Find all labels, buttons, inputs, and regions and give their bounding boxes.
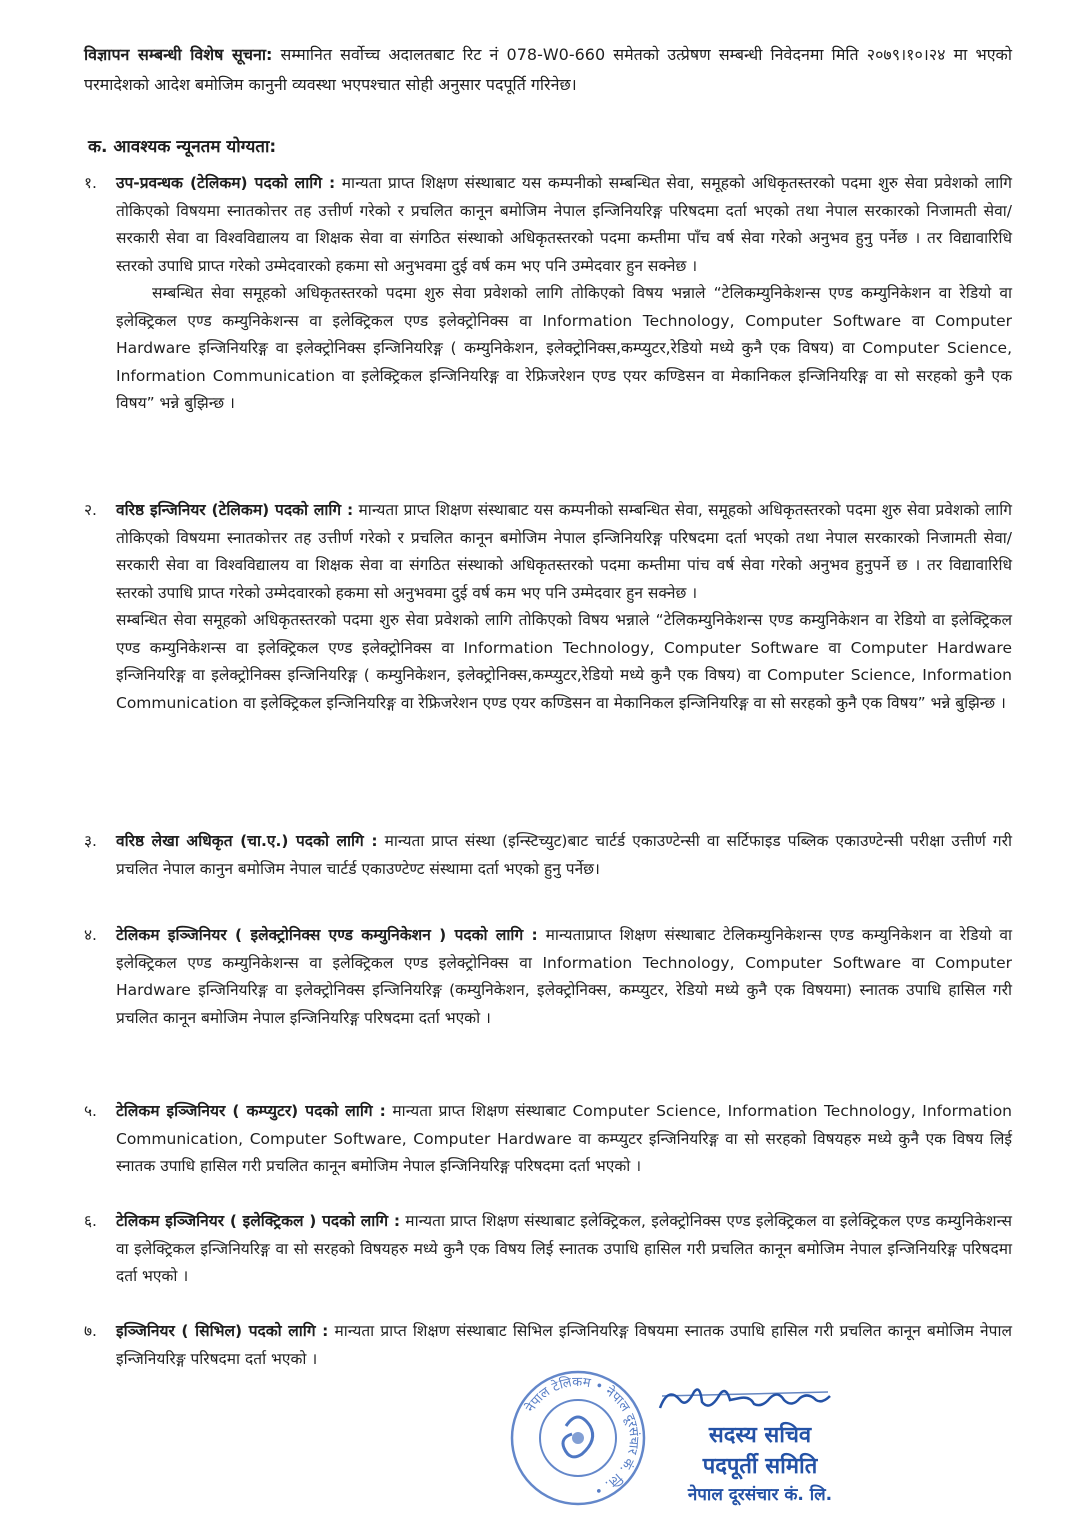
item-body	[116, 170, 1012, 280]
qualification-item-4	[84, 922, 1012, 1032]
item-text: मान्यताप्राप्त शिक्षण संस्थाबाट टेलिकम्युनिकेशन्स एण्ड कम्युनिकेशन वा रेडियो वा इलेक्ट्रिकल एण्ड कम्युनिकेशन्स वा इलेक्ट्रिकल एण्ड इलेक्ट्रोनिक्स वा Information Technology, Computer Software वा Computer Hardware इन्जिनियरिङ्ग वा इलेक्ट्रोनिक्स इन्जिनियरिङ्ग (कम्युनिकेशन, इलेक्ट्रोनिक्स, कम्प्युटर, रेडियो मध्ये कुनै एक विषयमा) स्नातक उपाधि हासिल गरी प्रचलित कानून बमोजिम नेपाल इन्जिनियरिङ्ग परिषदमा दर्ता भएको ।	[116, 926, 1012, 1027]
item-body	[116, 1208, 1012, 1291]
item-text: मान्यता प्राप्त शिक्षण संस्थाबाट इलेक्ट्रिकल, इलेक्ट्रोनिक्स एण्ड इलेक्ट्रिकल वा इलेक्ट्रिकल एण्ड कम्युनिकेशन्स वा इलेक्ट्रिकल इन्जिनियरिङ्ग वा सो सरहको विषयहरु मध्ये कुनै एक विषय लिई स्नातक उपाधि हासिल गरी प्रचलित कानून बमोजिम नेपाल इन्जिनियरिङ्ग परिषदमा दर्ता भएको ।	[116, 1212, 1012, 1285]
item-title: इञ्जिनियर ( सिभिल) पदको लागि :	[116, 1322, 329, 1340]
svg-text:नेपाल टेलिकम • नेपाल दूरसंचार: नेपाल टेलिकम • नेपाल दूरसंचार कं. लि. •	[523, 1374, 642, 1499]
item-title: टेलिकम इञ्जिनियर ( इलेक्ट्रिकल ) पदको लागि :	[116, 1212, 401, 1230]
item-body	[116, 1098, 1012, 1181]
official-stamp	[508, 1368, 648, 1508]
item-subject-definition: सम्बन्धित सेवा समूहको अधिकृतस्तरको पदमा शुरु सेवा प्रवेशको लागि तोकिएको विषय भन्नाले “टेलिकम्युनिकेशन्स एण्ड कम्युनिकेशन वा रेडियो वा इलेक्ट्रिकल एण्ड कम्युनिकेशन्स वा इलेक्ट्रिकल एण्ड इलेक्ट्रोनिक्स वा Information Technology, Computer Software वा Computer Hardware इन्जिनियरिङ्ग वा इलेक्ट्रोनिक्स इन्जिनियरिङ्ग ( कम्युनिकेशन, इलेक्ट्रोनिक्स,कम्प्युटर,रेडियो मध्ये कुनै एक विषय) वा Computer Science, Information Communication वा इलेक्ट्रिकल इन्जिनियरिङ्ग वा रेफ्रिजरेशन एण्ड एयर कण्डिसन वा मेकानिकल इन्जिनियरिङ्ग वा सो सरहको कुनै एक विषय” भन्ने बुझिन्छ ।	[116, 611, 1012, 712]
item-number: २.	[84, 501, 97, 519]
qualification-item-1	[84, 170, 1012, 418]
item-text: मान्यता प्राप्त संस्था (इन्स्टिच्युट)बाट चार्टर्ड एकाउण्टेन्सी वा सर्टिफाइड पब्लिक एकाउण्टेन्सी परीक्षा उत्तीर्ण गरी प्रचलित नेपाल कानुन बमोजिम नेपाल चार्टर्ड एकाउण्टेण्ट संस्थामा दर्ता भएको हुनु पर्नेछ।	[116, 832, 1012, 878]
item-number: १.	[84, 174, 97, 192]
item-text: मान्यता प्राप्त शिक्षण संस्थाबाट Computer Science, Information Technology, Information Communication, Computer Software, Computer Hardware वा कम्प्युटर इन्जिनियरिङ्ग वा सो सरहको विषयहरु मध्ये कुनै एक विषय लिई स्नातक उपाधि हासिल गरी प्रचलित कानून बमोजिम नेपाल इन्जिनियरिङ्ग परिषदमा दर्ता भएको ।	[116, 1102, 1013, 1175]
item-number: ५.	[84, 1102, 97, 1120]
item-number: ७.	[84, 1322, 97, 1340]
qualification-item-5	[84, 1098, 1012, 1181]
item-text: मान्यता प्राप्त शिक्षण संस्थाबाट यस कम्पनीको सम्बन्धित सेवा, समूहको अधिकृतस्तरको पदमा शुरु सेवा प्रवेशको लागि तोकिएको विषयमा स्नातकोत्तर तह उत्तीर्ण गरेको र प्रचलित कानून बमोजिम नेपाल इन्जिनियरिङ्ग परिषदमा दर्ता भएको तथा नेपाल सरकारको निजामती सेवा/सरकारी सेवा वा विश्वविद्यालय वा शिक्षक सेवा वा संगठित संस्थाको अधिकृतस्तरको पदमा कम्तीमा पाँच वर्ष सेवा गरेको अनुभव हुनु पर्नेछ । तर विद्यावारिधि स्तरको उपाधि प्राप्त गरेको उम्मेदवारको हकमा सो अनुभवमा दुई वर्ष कम भए पनि उम्मेदवार हुन सक्नेछ ।	[116, 174, 1013, 275]
qualification-item-7	[84, 1318, 1012, 1373]
signatory-title: सदस्य सचिव	[708, 1423, 812, 1448]
qualification-item-6	[84, 1208, 1012, 1291]
notice-lead: विज्ञापन सम्बन्धी विशेष सूचना:	[84, 45, 273, 64]
item-number: ६.	[84, 1212, 97, 1230]
item-title: टेलिकम इञ्जिनियर ( कम्प्युटर) पदको लागि :	[116, 1102, 386, 1120]
item-text: मान्यता प्राप्त शिक्षण संस्थाबाट सिभिल इन्जिनियरिङ्ग विषयमा स्नातक उपाधि हासिल गरी प्रचलित कानून बमोजिम नेपाल इन्जिनियरिङ्ग परिषदमा दर्ता भएको ।	[116, 1322, 1012, 1368]
item-number: ४.	[84, 926, 97, 944]
signatory-committee: पदपूर्ती समिति	[702, 1454, 818, 1479]
item-body	[116, 1318, 1012, 1373]
qualification-item-2	[84, 497, 1012, 717]
item-title: उप-प्रवन्धक (टेलिकम) पदको लागि :	[116, 174, 336, 192]
section-title: क. आवश्यक न्यूनतम योग्यता:	[88, 137, 277, 157]
item-text: मान्यता प्राप्त शिक्षण संस्थाबाट यस कम्पनीको सम्बन्धित सेवा, समूहको अधिकृतस्तरको पदमा शुरु सेवा प्रवेशको लागि तोकिएको विषयमा स्नातकोत्तर तह उत्तीर्ण गरेको र प्रचलित कानून बमोजिम नेपाल इन्जिनियरिङ्ग परिषदमा दर्ता भएको तथा नेपाल सरकारको निजामती सेवा/सरकारी सेवा वा विश्वविद्यालय वा शिक्षक सेवा वा संगठित संस्थाको अधिकृतस्तरको पदमा कम्तीमा पांच वर्ष सेवा गरेको अनुभव हुनुपर्ने छ । तर विद्यावारिधि स्तरको उपाधि प्राप्त गरेको उम्मेदवारको हकमा सो अनुभवमा दुई वर्ष कम भए पनि उम्मेदवार हुन सक्नेछ ।	[116, 501, 1012, 602]
notice-text: सम्मानित सर्वोच्च अदालतबाट रिट नं 078-W0-660 समेतको उत्प्रेषण सम्बन्धी निवेदनमा मिति २०७९।१०।२४ मा भएको परमादेशको आदेश बमोजिम कानुनी व्यवस्था भएपश्चात सोही अनुसार पदपूर्ति गरिनेछ।	[84, 45, 1012, 94]
qualification-item-3	[84, 828, 1012, 883]
item-title: वरिष्ठ लेखा अधिकृत (चा.ए.) पदको लागि :	[116, 832, 378, 850]
item-title: वरिष्ठ इन्जिनियर (टेलिकम) पदको लागि :	[116, 501, 354, 519]
item-body	[116, 497, 1012, 607]
item-number: ३.	[84, 832, 97, 850]
item-subject-definition: सम्बन्धित सेवा समूहको अधिकृतस्तरको पदमा शुरु सेवा प्रवेशको लागि तोकिएको विषय भन्नाले “टेलिकम्युनिकेशन्स एण्ड कम्युनिकेशन वा रेडियो वा इलेक्ट्रिकल एण्ड कम्युनिकेशन्स वा इलेक्ट्रिकल एण्ड इलेक्ट्रोनिक्स वा Information Technology, Computer Software वा Computer Hardware इन्जिनियरिङ्ग वा इलेक्ट्रोनिक्स इन्जिनियरिङ्ग ( कम्युनिकेशन, इलेक्ट्रोनिक्स,कम्प्युटर,रेडियो मध्ये कुनै एक विषय) वा Computer Science, Information Communication वा इलेक्ट्रिकल इन्जिनियरिङ्ग वा रेफ्रिजरेशन एण्ड एयर कण्डिसन वा मेकानिकल इन्जिनियरिङ्ग वा सो सरहको कुनै एक विषय” भन्ने बुझिन्छ ।	[116, 284, 1012, 412]
item-body	[116, 828, 1012, 883]
item-title: टेलिकम इञ्जिनियर ( इलेक्ट्रोनिक्स एण्ड कम्युनिकेशन ) पदको लागि :	[116, 926, 538, 944]
special-notice	[84, 40, 1012, 100]
signatory-organization: नेपाल दूरसंचार कं. लि.	[687, 1485, 833, 1505]
signature-block	[660, 1420, 860, 1508]
item-body	[116, 922, 1012, 1032]
